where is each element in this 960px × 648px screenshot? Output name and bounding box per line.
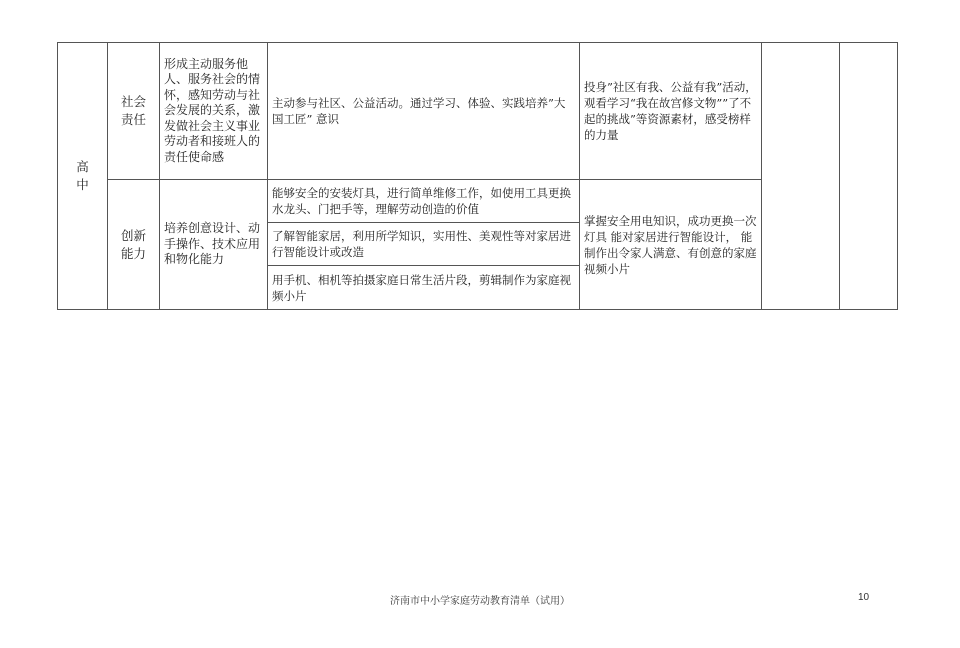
category-label: 创新能力 [120, 227, 146, 261]
level-label: 高中 [76, 159, 89, 192]
blank-cell [840, 43, 898, 310]
goal-cell: 形成主动服务他人、服务社会的情怀，感知劳动与社会发展的关系，激发做社会主义事业劳动者和接班人的责任使命感 [160, 43, 268, 180]
blank-cell [762, 43, 840, 310]
level-cell [58, 43, 108, 310]
content-cell: 用手机、相机等拍摄家庭日常生活片段，剪辑制作为家庭视频小片 [268, 266, 580, 310]
table-row [58, 43, 898, 180]
content-cell: 主动参与社区、公益活动。通过学习、体验、实践培养”大国工匠” 意识 [268, 43, 580, 180]
task-cell: 掌握安全用电知识，成功更换一次灯具 能对家居进行智能设计， 能制作出令家人满意、有创意的家庭视频小片 [580, 180, 762, 310]
category-cell [108, 180, 160, 310]
content-cell: 了解智能家居，利用所学知识，实用性、美观性等对家居进行智能设计或改造 [268, 223, 580, 266]
content-cell: 能够安全的安装灯具，进行简单维修工作，如使用工具更换水龙头、门把手等，理解劳动创造的价值 [268, 180, 580, 223]
category-label: 社会责任 [120, 94, 146, 127]
goal-cell: 培养创意设计、动手操作、技术应用和物化能力 [160, 180, 268, 310]
labor-education-table [57, 42, 898, 310]
task-cell: 投身”社区有我、公益有我”活动，观看学习“我在故宫修文物””了不起的挑战”等资源素材，感受榜样的力量 [580, 43, 762, 180]
page-number: 10 [858, 592, 870, 603]
category-cell [108, 43, 160, 180]
footer-title: 济南市中小学家庭劳动教育清单（试用） [390, 596, 570, 607]
